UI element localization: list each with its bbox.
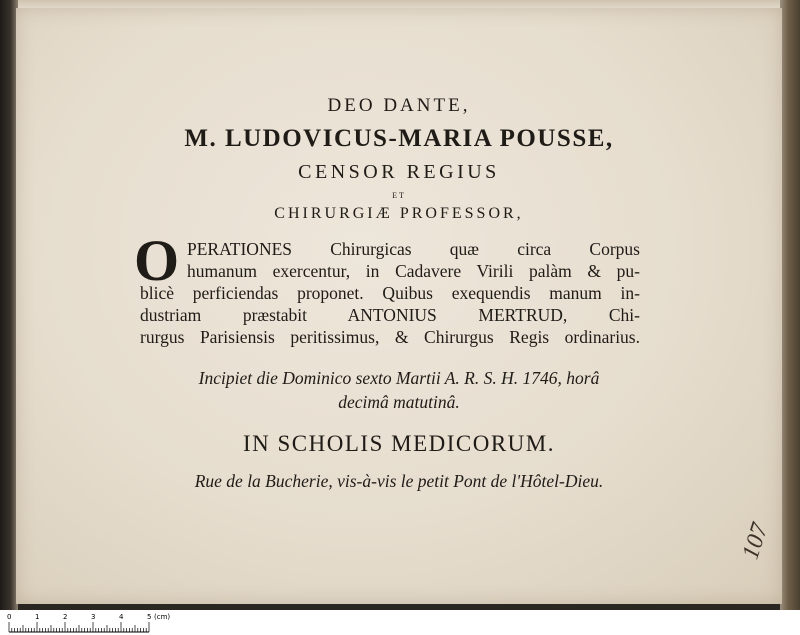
incipit-line-2: decimâ matutinâ. <box>338 392 460 412</box>
paragraph-line: blicè perficiendas proponet. Quibus exequendis manum in- <box>140 283 640 303</box>
heading-chirurgiae-professor: CHIRURGIÆ PROFESSOR, <box>274 205 524 222</box>
handwritten-page-number: 107 <box>737 520 774 563</box>
address-line: Rue de la Bucherie, vis-à-vis le petit Pont de l'Hôtel-Dieu. <box>194 471 604 491</box>
ruler-scale-svg <box>0 610 800 635</box>
ruler-label-1: 1 <box>35 613 40 621</box>
ruler-label-2: 2 <box>63 613 68 621</box>
title-page-text <box>16 8 782 604</box>
book-binding-right <box>780 0 800 610</box>
paragraph-line: dustriam præstabit ANTONIUS MERTRUD, Chi- <box>140 305 640 325</box>
heading-author-name: M. LUDOVICUS-MARIA POUSSE, <box>184 125 614 152</box>
paragraph-line: humanum exercentur, in Cadavere Virili palàm & pu- <box>187 261 640 281</box>
heading-censor-regius: CENSOR REGIUS <box>298 161 500 183</box>
ruler-unit-label: (cm) <box>154 613 171 621</box>
heading-in-scholis-medicorum: IN SCHOLIS MEDICORUM. <box>243 431 555 456</box>
document-page <box>16 8 782 604</box>
paragraph-line: PERATIONES Chirurgicas quæ circa Corpus <box>187 239 640 259</box>
scale-ruler <box>0 610 800 635</box>
ruler-ticks <box>9 622 149 632</box>
ruler-label-0: 0 <box>7 613 12 621</box>
body-paragraph <box>134 228 640 348</box>
ruler-label-5: 5 <box>147 613 152 621</box>
ruler-label-4: 4 <box>119 613 124 621</box>
drop-cap-letter: O <box>134 228 180 293</box>
incipit-line-1: Incipiet die Dominico sexto Martii A. R. S. H. 1746, horâ <box>198 368 600 388</box>
ruler-label-3: 3 <box>91 613 96 621</box>
heading-et: ET <box>392 191 406 200</box>
heading-deo-dante: DEO DANTE, <box>327 95 471 116</box>
paragraph-line: rurgus Parisiensis peritissimus, & Chirurgus Regis ordinarius. <box>140 327 640 347</box>
